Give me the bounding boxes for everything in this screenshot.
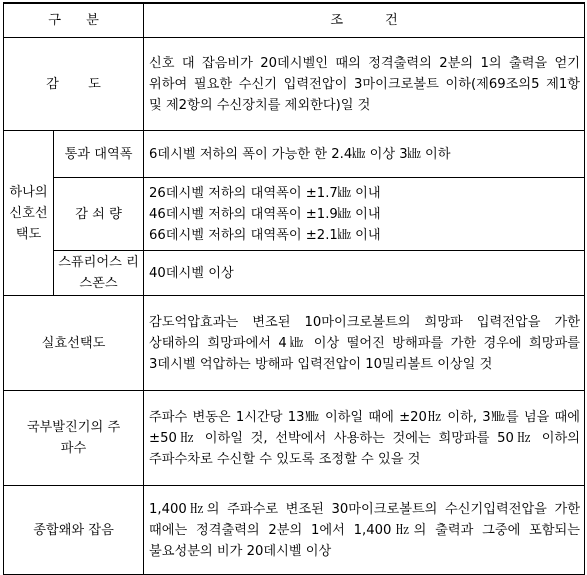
label-attenuation: 감 쇠 량 [54, 178, 144, 251]
label-one-signal-selectivity: 하나의 신호선택도 [4, 131, 54, 296]
label-sensitivity: 감 도 [4, 38, 144, 131]
table-row-passband [4, 131, 585, 178]
table-header-row [4, 3, 585, 38]
cond-attenuation [144, 178, 585, 251]
attenuation-line: 66데시벨 저하의 대역폭이 ±2.1㎑ 이내 [149, 227, 381, 243]
label-passband: 통과 대역폭 [54, 131, 144, 178]
cond-effective-selectivity: 감도억압효과는 변조된 10마이크로볼트의 희망파 입력전압을 가한 상태하의 희망파에서 4㎑ 이상 떨어진 방해파를 가한 경우에 희망파를 3데시벨 억압하는 방해파 입력전압이 10밀리볼트 이상일 것 [144, 296, 585, 391]
attenuation-line: 46데시벨 저하의 대역폭이 ±1.9㎑ 이내 [149, 206, 381, 222]
table-row-spurious [4, 251, 585, 296]
table-row-effective-selectivity [4, 296, 585, 391]
label-effective-selectivity: 실효선택도 [4, 296, 144, 391]
header-category: 구 분 [4, 3, 144, 38]
cond-spurious: 40데시벨 이상 [144, 251, 585, 296]
attenuation-line: 26데시벨 저하의 대역폭이 ±1.7㎑ 이내 [149, 185, 381, 201]
table-row-local-oscillator [4, 391, 585, 486]
cond-passband: 6데시벨 저하의 폭이 가능한 한 2.4㎑ 이상 3㎑ 이하 [144, 131, 585, 178]
label-spurious: 스퓨리어스 리스폰스 [54, 251, 144, 296]
cond-local-oscillator: 주파수 변동은 1시간당 13㎒ 이하일 때에 ±20㎐ 이하, 3㎒를 넘을 때에 ±50㎐ 이하일 것, 선박에서 사용하는 것에는 희망파를 50㎐ 이하의 주파수차로 수신할 수 있도록 조정할 수 있을 것 [144, 391, 585, 486]
table-row-distortion-noise [4, 486, 585, 575]
table-row-sensitivity [4, 38, 585, 131]
label-local-oscillator: 국부발진기의 주파수 [4, 391, 144, 486]
receiver-spec-table [3, 2, 585, 575]
cond-sensitivity: 신호 대 잡음비가 20데시벨인 때의 정격출력의 2분의 1의 출력을 얻기 위하여 필요한 수신기 입력전압이 3마이크로볼트 이하(제69조의5 제1항 및 제2항의 수신장치를 제외한다)일 것 [144, 38, 585, 131]
cond-distortion-noise: 1,400㎐의 주파수로 변조된 30마이크로볼트의 수신기입력전압을 가한 때에는 정격출력의 2분의 1에서 1,400㎐의 출력과 그중에 포함되는 불요성분의 비가 20데시벨 이상 [144, 486, 585, 575]
label-distortion-noise: 종합왜와 잡음 [4, 486, 144, 575]
table-row-attenuation [4, 178, 585, 251]
header-condition: 조 건 [144, 3, 585, 38]
